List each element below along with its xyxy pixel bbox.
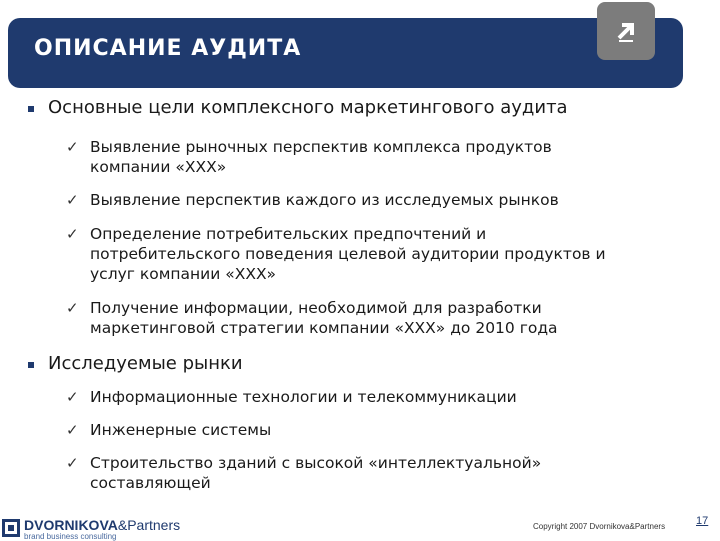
check-icon: ✓: [66, 138, 79, 156]
arrow-up-right-icon: [613, 18, 639, 44]
list-item: [66, 453, 541, 493]
list-item: [66, 298, 558, 338]
copyright-text: Copyright 2007 Dvornikova&Partners: [533, 522, 666, 531]
logo-mark-icon: [2, 519, 20, 537]
check-icon: ✓: [66, 454, 79, 472]
corner-tab[interactable]: [597, 2, 655, 60]
list-item: [66, 190, 559, 210]
list-item: [66, 387, 517, 407]
logo-name: DVORNIKOVA&Partners: [24, 517, 181, 533]
section-title: Исследуемые рынки: [48, 353, 243, 374]
list-item-text: Выявление перспектив каждого из исследуемых рынков: [90, 191, 559, 209]
list-item: [66, 420, 271, 440]
check-icon: ✓: [66, 299, 79, 317]
list-item-text: Инженерные системы: [90, 421, 272, 439]
check-icon: ✓: [66, 225, 79, 243]
list-item: [66, 137, 552, 177]
section-markets: [28, 352, 243, 376]
list-item-text: Информационные технологии и телекоммуникации: [90, 388, 517, 406]
list-item: [66, 224, 606, 284]
list-item-text: Определение потребительских предпочтений и потребительского поведения целевой аудитории продуктов и услуг компании «ХХХ»: [90, 225, 606, 283]
page-number: 17: [696, 515, 709, 527]
list-item-text: Получение информации, необходимой для разработки маркетинговой стратегии компании «ХХХ» до 2010 года: [90, 299, 558, 337]
list-item-text: Выявление рыночных перспектив комплекса продуктов компании «ХХХ»: [90, 138, 552, 176]
logo-tagline: brand business consulting: [24, 532, 117, 541]
section-goals: [28, 96, 568, 120]
list-item-text: Строительство зданий с высокой «интеллектуальной» составляющей: [90, 454, 542, 492]
section-title: Основные цели комплексного маркетингового аудита: [48, 97, 568, 118]
check-icon: ✓: [66, 388, 79, 406]
page-title: ОПИСАНИЕ АУДИТА: [34, 36, 302, 61]
square-bullet-icon: [28, 106, 34, 112]
square-bullet-icon: [28, 362, 34, 368]
company-logo: [2, 518, 180, 540]
check-icon: ✓: [66, 421, 79, 439]
check-icon: ✓: [66, 191, 79, 209]
